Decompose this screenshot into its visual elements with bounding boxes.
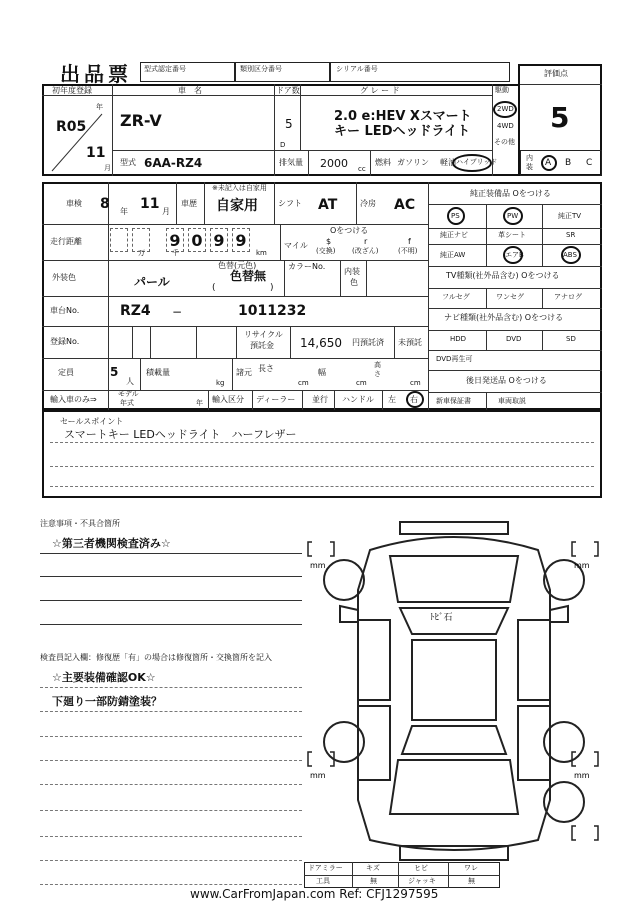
recycle-unpaid: 未預託 bbox=[398, 338, 422, 347]
legend-r1: 無 bbox=[370, 877, 377, 885]
grade-label: グ レ ー ド bbox=[360, 86, 400, 95]
mm-label: mm bbox=[310, 561, 326, 570]
mm-label: mm bbox=[574, 561, 590, 570]
notes-line2: ☆主要装備確認OK☆ bbox=[52, 671, 156, 684]
model-type: 6AA-RZ4 bbox=[144, 156, 203, 170]
repaint-label: 色替(元色) bbox=[218, 261, 257, 270]
door-suffix: D bbox=[280, 141, 286, 149]
mileage-sen: 千 bbox=[172, 249, 179, 257]
height-cm: cm bbox=[410, 379, 421, 387]
category-label: 類別区分番号 bbox=[240, 65, 282, 73]
interior-label-bottom: 装 bbox=[526, 163, 533, 171]
reg-no-label: 登録No. bbox=[50, 337, 80, 346]
after-manual: 車両取説 bbox=[498, 397, 526, 405]
unknown-top: f bbox=[408, 237, 411, 246]
equip-airbag: エアB bbox=[505, 251, 524, 259]
history-value: 自家用 bbox=[216, 198, 258, 214]
first-reg-slash bbox=[42, 96, 112, 176]
equip-aw: 純正AW bbox=[440, 251, 466, 259]
exchange-top: $ bbox=[326, 237, 332, 246]
mileage-man: 万 bbox=[138, 249, 145, 257]
first-reg-month: 11 bbox=[86, 145, 106, 161]
chassis-label: 車台No. bbox=[50, 306, 80, 315]
navi-hdd: HDD bbox=[450, 335, 467, 343]
shift-label: シフト bbox=[278, 199, 302, 208]
model-year-label-bottom: 年式 bbox=[120, 399, 134, 407]
displacement-label: 排気量 bbox=[279, 158, 303, 167]
ac-label: 冷房 bbox=[360, 199, 376, 208]
legend-h0: ドアミラー bbox=[308, 864, 343, 872]
chassis-dash: − bbox=[172, 305, 183, 319]
history-note: ※未記入は自家用 bbox=[212, 184, 267, 192]
recycle-unit: 円預託済 bbox=[352, 338, 384, 347]
sales-box bbox=[42, 410, 602, 498]
legend-h3: ワレ bbox=[464, 864, 478, 872]
stone-chip-mark: ﾄﾋﾞ石 bbox=[430, 613, 453, 623]
chassis-number: 1011232 bbox=[238, 303, 307, 319]
tv-analog: アナログ bbox=[554, 293, 582, 301]
shaken-month: 11 bbox=[140, 196, 160, 212]
paren-close: ) bbox=[270, 283, 274, 293]
month-suffix: 月 bbox=[104, 164, 111, 172]
equip-pw: PW bbox=[507, 212, 519, 220]
genuine-title: 純正装備品 Oをつける bbox=[470, 189, 551, 198]
mileage-digit: 9 bbox=[166, 228, 184, 252]
mileage-digit: 0 bbox=[188, 228, 206, 252]
kg-unit: kg bbox=[216, 379, 225, 387]
import-parallel: 並行 bbox=[312, 395, 328, 404]
shaken-year-suffix: 年 bbox=[120, 207, 128, 216]
width-cm: cm bbox=[356, 379, 367, 387]
car-damage-diagram bbox=[300, 510, 620, 870]
drive-4wd: 4WD bbox=[497, 122, 514, 130]
interior-b: B bbox=[565, 158, 572, 168]
capacity-label: 定員 bbox=[58, 368, 74, 377]
handle-right: 右 bbox=[410, 395, 418, 404]
mileage-km: km bbox=[256, 249, 267, 257]
handle-left: 左 bbox=[388, 395, 396, 404]
year-suffix: 年 bbox=[96, 103, 103, 111]
car-name: ZR-V bbox=[120, 111, 162, 130]
import-label: 輸入車のみ⇒ bbox=[50, 395, 97, 404]
length-cm: cm bbox=[298, 379, 309, 387]
score-value: 5 bbox=[550, 101, 570, 134]
shaken-month-suffix: 月 bbox=[162, 207, 170, 216]
navi-title: ナビ種類(社外品含む) Oをつける bbox=[444, 313, 564, 322]
after-title: 後日発送品 Oをつける bbox=[466, 376, 547, 385]
legend-r2: ジャッキ bbox=[408, 877, 436, 885]
navi-dvd: DVD bbox=[506, 335, 522, 343]
model-cert-label: 型式認定番号 bbox=[144, 65, 186, 73]
dims-label: 諸元 bbox=[236, 368, 252, 377]
height-label-bottom: さ bbox=[374, 370, 381, 378]
unit-label: マイル bbox=[284, 241, 308, 250]
mileage-digits bbox=[110, 226, 280, 258]
grade-line2: キー LEDヘッドライト bbox=[334, 124, 471, 139]
load-label: 積載量 bbox=[146, 368, 170, 377]
height-label-top: 高 bbox=[374, 361, 381, 369]
paren-open: ( bbox=[212, 283, 216, 293]
equip-abs: ABS bbox=[563, 251, 577, 259]
drive-label: 駆動 bbox=[495, 86, 509, 94]
legend-h2: ヒビ bbox=[414, 864, 428, 872]
tv-title: TV種類(社外品含む) Oをつける bbox=[446, 271, 560, 280]
interior-color-label-top: 内装 bbox=[344, 267, 360, 276]
interior-label-top: 内 bbox=[526, 154, 533, 162]
exterior-value: パール bbox=[134, 275, 170, 289]
color-no-label: カラーNo. bbox=[288, 262, 326, 271]
ac-value: AC bbox=[394, 197, 416, 213]
cc-unit: cc bbox=[358, 165, 366, 173]
form-title: 出品票 bbox=[60, 62, 132, 86]
first-reg-label: 初年度登録 bbox=[52, 86, 92, 95]
tv-fullseg: フルセグ bbox=[442, 293, 470, 301]
equip-navi: 純正ナビ bbox=[440, 231, 468, 239]
drive-2wd: 2WD bbox=[497, 105, 514, 113]
fuel-label: 燃料 bbox=[375, 158, 391, 167]
person-suffix: 人 bbox=[126, 377, 134, 386]
footer-ref: www.CarFromJapan.com Ref: CFJ1297595 bbox=[190, 887, 439, 901]
displacement: 2000 bbox=[320, 157, 348, 170]
chassis-prefix: RZ4 bbox=[120, 303, 151, 319]
tv-oneseg: ワンセグ bbox=[496, 293, 524, 301]
notes-title: 注意事項・不具合箇所 bbox=[40, 519, 120, 528]
recycle-label-bottom: 預託金 bbox=[250, 341, 274, 350]
fuel-hybrid: ハイブリッド bbox=[456, 158, 498, 166]
doors-label: ドア数 bbox=[276, 86, 300, 95]
import-cat-label: 輸入区分 bbox=[212, 395, 244, 404]
width-label: 幅 bbox=[318, 368, 326, 377]
recycle-label-top: リサイクル bbox=[244, 330, 283, 339]
serial-label: シリアル番号 bbox=[336, 65, 378, 73]
repaint-value: 色替無 bbox=[230, 269, 267, 283]
car-name-label: 車 名 bbox=[178, 86, 202, 95]
equip-tv: 純正TV bbox=[558, 212, 582, 220]
score-label: 評価点 bbox=[544, 69, 568, 78]
mileage-digit: 9 bbox=[210, 228, 228, 252]
sales-text: スマートキー LEDヘッドライト ハーフレザー bbox=[64, 428, 297, 441]
notes-line1: ☆第三者機関検査済み☆ bbox=[52, 537, 171, 550]
import-dealer: ディーラー bbox=[256, 395, 296, 404]
mm-label: mm bbox=[574, 771, 590, 780]
shift-value: AT bbox=[318, 197, 338, 213]
legend-h1: キズ bbox=[366, 864, 380, 872]
interior-color-label-bottom: 色 bbox=[350, 278, 358, 287]
legend-r0: 工具 bbox=[316, 877, 330, 885]
capacity-value: 5 bbox=[110, 365, 119, 379]
inspector-label: 検査員記入欄：修復歴「有」の場合は修復箇所・交換箇所を記入 bbox=[40, 653, 272, 662]
drive-other: その他 bbox=[494, 138, 515, 146]
dvd-label: DVD再生可 bbox=[436, 355, 473, 363]
model-year-suffix: 年 bbox=[196, 399, 203, 407]
modified-top: r bbox=[364, 237, 368, 246]
notes-line3: 下廻り一部防錆塗装？ bbox=[52, 695, 162, 708]
exchange-label: (交換) bbox=[316, 247, 336, 255]
unknown-label: (不明) bbox=[398, 247, 418, 255]
interior-c: C bbox=[586, 158, 593, 168]
after-warranty: 新車保証書 bbox=[436, 397, 471, 405]
history-label: 車歴 bbox=[181, 199, 197, 208]
model-type-label: 型式 bbox=[120, 158, 136, 167]
mileage-label: 走行距離 bbox=[50, 237, 82, 246]
model-year-label-top: モデル bbox=[118, 390, 139, 398]
doors-value: 5 bbox=[285, 117, 293, 131]
grade-line1: 2.0 e:HEV Xスマート bbox=[334, 109, 472, 124]
legend-r3: 無 bbox=[468, 877, 475, 885]
shaken-year: 8 bbox=[100, 196, 110, 212]
mileage-digit bbox=[110, 228, 128, 252]
navi-sd: SD bbox=[566, 335, 576, 343]
fuel-gasoline: ガソリン bbox=[397, 158, 429, 167]
fuel-diesel: 軽油 bbox=[440, 158, 456, 167]
equip-ps: PS bbox=[451, 212, 460, 220]
length-label: 長さ bbox=[258, 364, 274, 373]
shaken-label: 車検 bbox=[66, 199, 82, 208]
mileage-digit: 9 bbox=[232, 228, 250, 252]
interior-a: A bbox=[545, 158, 552, 168]
handle-label: ハンドル bbox=[342, 395, 374, 404]
first-reg-year: R05 bbox=[56, 119, 87, 135]
mileage-circle-note: Oをつける bbox=[330, 226, 369, 235]
modified-label: (改ざん) bbox=[352, 247, 379, 255]
sales-label: セールスポイント bbox=[60, 417, 124, 426]
exterior-label: 外装色 bbox=[52, 273, 76, 282]
equip-leather: 革シート bbox=[498, 231, 526, 239]
equip-sr: SR bbox=[566, 231, 576, 239]
mm-label: mm bbox=[310, 771, 326, 780]
recycle-value: 14,650 bbox=[300, 336, 342, 350]
